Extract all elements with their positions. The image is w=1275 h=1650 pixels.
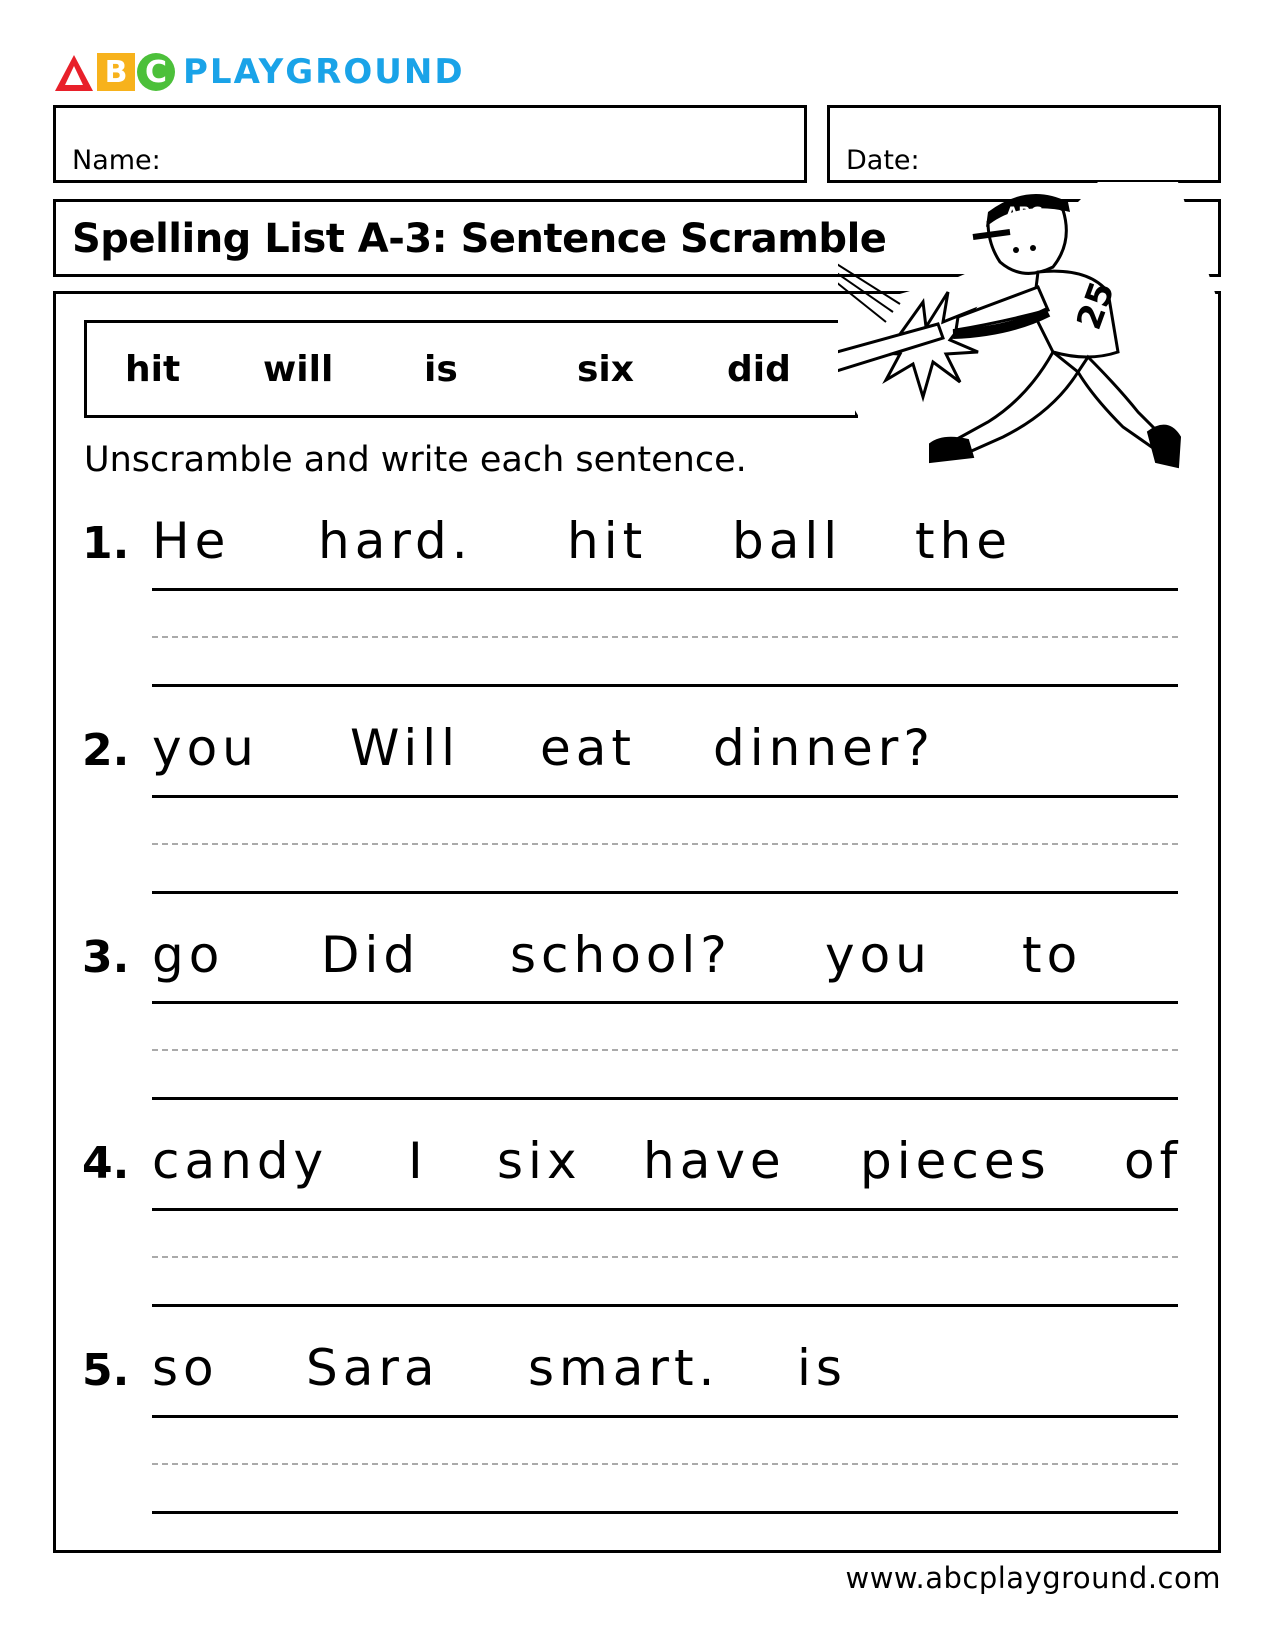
writing-line-base[interactable] [152,1097,1178,1100]
scrambled-word: is [797,1339,847,1397]
helmet-text: ABC [1006,203,1043,222]
writing-line-base[interactable] [152,891,1178,894]
writing-line-top[interactable] [152,795,1178,798]
jersey-number: 25 [1069,276,1123,335]
scrambled-word: you [825,926,932,984]
scrambled-word: smart. [528,1339,720,1397]
scrambled-word: six [497,1132,582,1190]
scrambled-word: Did [321,926,421,984]
writing-line-top[interactable] [152,1001,1178,1004]
scrambled-word: of [1124,1132,1183,1190]
scrambled-word: the [915,512,1013,570]
scrambled-word: candy [152,1132,329,1190]
writing-line-base[interactable] [152,684,1178,687]
brand-logo [53,50,465,94]
word-bank-item: hit [125,349,181,390]
scrambled-word: have [643,1132,786,1190]
date-field-box[interactable] [827,105,1221,183]
date-label: Date: [846,145,920,176]
writing-line-mid [152,636,1178,638]
logo-letter-a [53,53,95,91]
writing-line-mid [152,1463,1178,1465]
scrambled-word: Will [350,719,461,777]
writing-line-mid [152,1256,1178,1258]
question-number: 5. [82,1345,130,1396]
scrambled-word: pieces [860,1132,1051,1190]
scrambled-word: school? [510,926,732,984]
scrambled-word: dinner? [713,719,935,777]
word-bank-item: is [424,349,458,390]
question-number: 2. [82,725,130,776]
scrambled-word: He [152,512,231,570]
word-bank-item: did [727,349,791,390]
name-field-box[interactable] [53,105,807,183]
scrambled-word: eat [540,719,637,777]
writing-line-base[interactable] [152,1304,1178,1307]
scrambled-word: I [408,1132,428,1190]
question-number: 3. [82,932,130,983]
scrambled-word: you [152,719,259,777]
writing-line-top[interactable] [152,1208,1178,1211]
scrambled-word: hit [567,512,648,570]
instruction-text: Unscramble and write each sentence. [84,440,747,480]
question-number: 4. [82,1138,130,1189]
scrambled-word: to [1022,926,1083,984]
word-bank-item: will [263,349,334,390]
baseball-batter-illustration [838,182,1218,492]
writing-line-base[interactable] [152,1511,1178,1514]
logo-letter-b: B [97,53,135,91]
scrambled-word: hard. [318,512,473,570]
word-bank-item: six [577,349,634,390]
scrambled-word: ball [732,512,843,570]
writing-line-mid [152,843,1178,845]
logo-word: PLAYGROUND [183,52,465,92]
writing-line-mid [152,1049,1178,1051]
writing-line-top[interactable] [152,588,1178,591]
writing-line-top[interactable] [152,1415,1178,1418]
name-label: Name: [72,145,161,176]
scrambled-word: Sara [306,1339,440,1397]
page-title: Spelling List A-3: Sentence Scramble [72,216,887,262]
footer-url: www.abcplayground.com [845,1561,1221,1595]
scrambled-word: go [152,926,225,984]
scrambled-word: so [152,1339,219,1397]
question-number: 1. [82,518,130,569]
logo-letter-c: C [137,53,175,91]
word-bank [84,320,858,418]
